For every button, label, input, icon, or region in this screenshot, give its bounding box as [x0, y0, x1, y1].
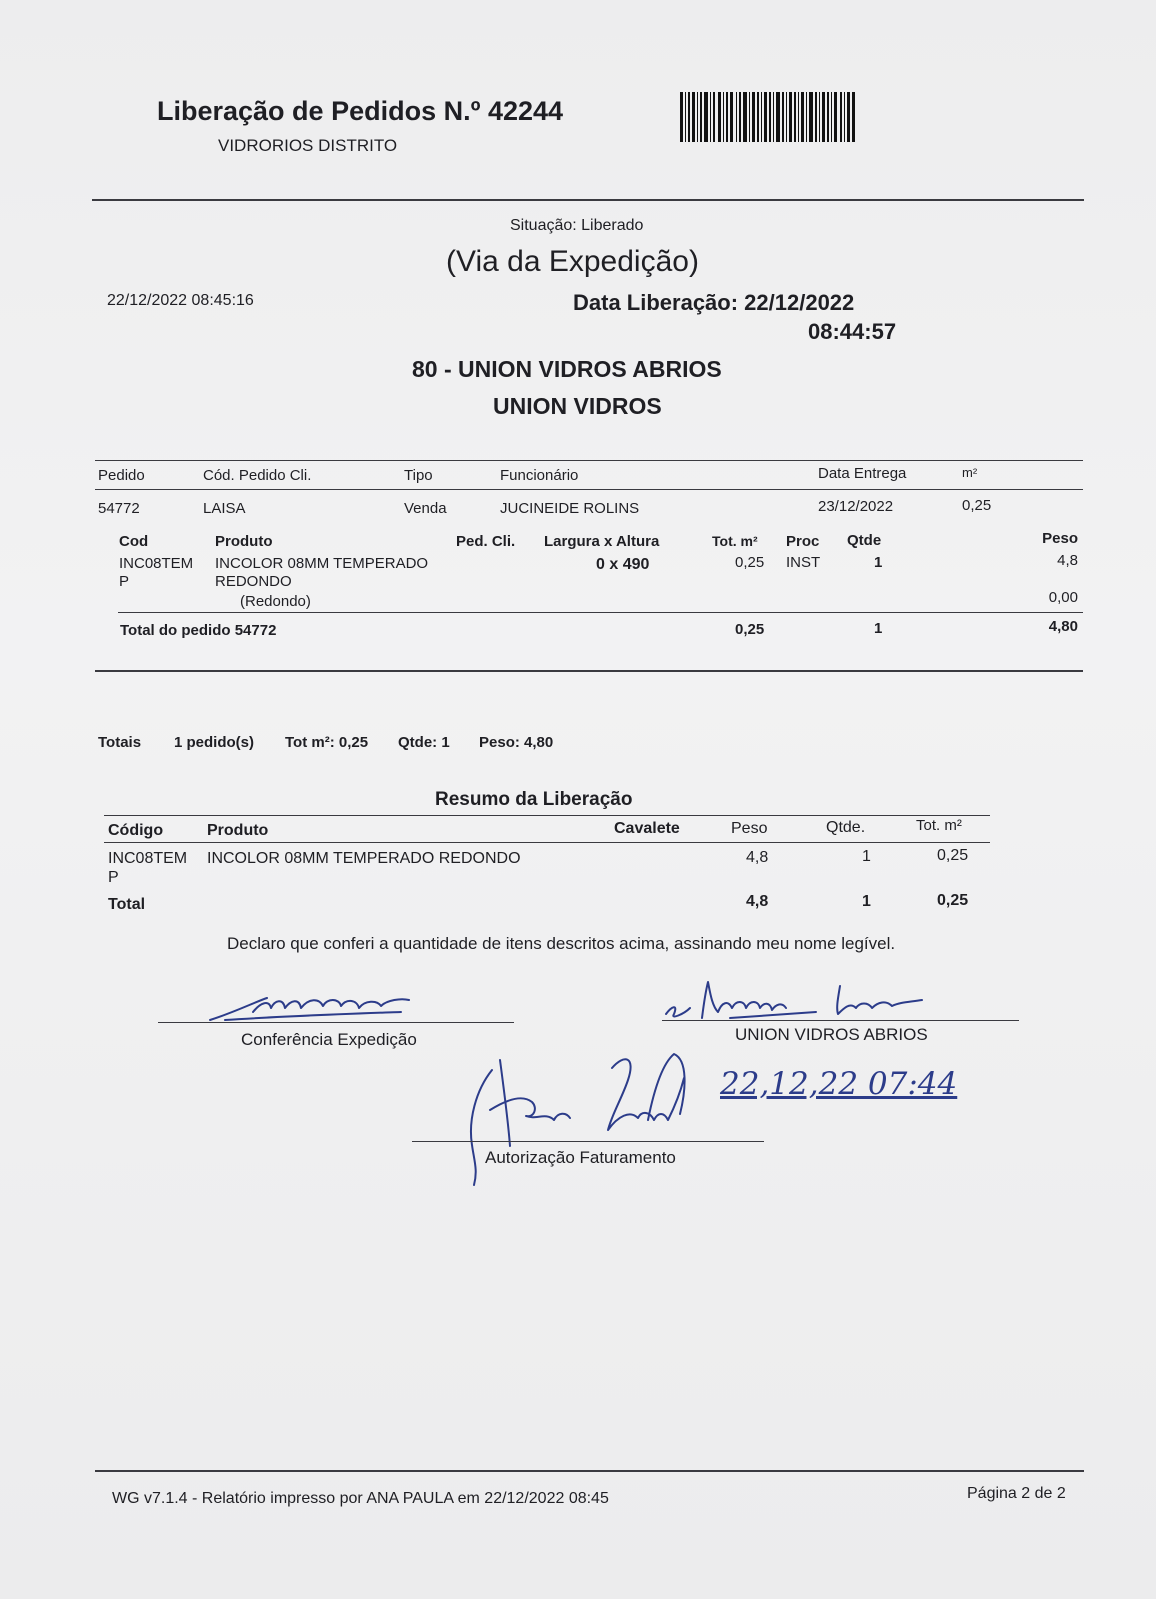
item-header-cod: Cod: [119, 533, 149, 550]
summary-total-peso: 4,8: [746, 893, 769, 910]
item-header-largura-altura: Largura x Altura: [544, 533, 660, 550]
item-cod-continued: P: [119, 573, 130, 590]
summary-header-codigo: Código: [108, 822, 164, 839]
item-header-proc: Proc: [786, 533, 820, 550]
item-header-tot-m2: Tot. m²: [712, 533, 758, 549]
item-produto-note: (Redondo): [240, 593, 311, 610]
col-header-pedido: Pedido: [98, 467, 145, 484]
summary-title: Resumo da Liberação: [435, 789, 633, 810]
cliente-label: UNION VIDROS ABRIOS: [735, 1025, 928, 1044]
order-tipo: Venda: [404, 500, 447, 517]
item-tot-m2: 0,25: [735, 554, 765, 571]
summary-header-cavalete: Cavalete: [614, 820, 680, 837]
col-header-data-entrega: Data Entrega: [818, 465, 907, 482]
page-number: Página 2 de 2: [967, 1485, 1066, 1502]
order-total-peso: 4,80: [1048, 618, 1078, 635]
summary-codigo-continued: P: [108, 869, 119, 886]
signature-line: [412, 1141, 764, 1142]
signature-conferencia: [205, 990, 420, 1026]
summary-produto: INCOLOR 08MM TEMPERADO REDONDO: [207, 850, 521, 867]
item-peso: 4,8: [1057, 552, 1078, 569]
summary-header-produto: Produto: [207, 822, 269, 839]
signature-line: [662, 1020, 1019, 1021]
summary-peso: 4,8: [746, 849, 769, 866]
company-name: VIDRORIOS DISTRITO: [218, 136, 398, 155]
release-date: Data Liberação: 22/12/2022: [573, 290, 855, 315]
divider: [95, 489, 1083, 490]
col-header-tipo: Tipo: [404, 467, 433, 484]
via-title: (Via da Expedição): [446, 245, 699, 278]
divider: [104, 815, 990, 816]
footer-printed-by: WG v7.1.4 - Relatório impresso por ANA PAULA em 22/12/2022 08:45: [112, 1490, 609, 1507]
item-cod: INC08TEM: [119, 555, 194, 572]
item-produto-continued: REDONDO: [215, 573, 292, 590]
item-qtde: 1: [874, 554, 883, 571]
divider: [95, 670, 1083, 672]
client-short-name: UNION VIDROS: [493, 393, 662, 419]
col-header-cod-pedido-cli: Cód. Pedido Cli.: [203, 467, 312, 484]
handwritten-date: 22,12,22 07:44: [720, 1066, 958, 1102]
signature-cliente: [660, 978, 940, 1024]
printed-timestamp: 22/12/2022 08:45:16: [107, 292, 254, 309]
summary-header-qtde: Qtde.: [826, 819, 866, 836]
totals-qtde: Qtde: 1: [398, 734, 450, 751]
conferencia-label: Conferência Expedição: [241, 1030, 417, 1049]
barcode-image: [680, 92, 856, 142]
item-proc: INST: [786, 554, 821, 571]
order-cod-pedido-cli: LAISA: [203, 500, 246, 517]
item-peso-extra: 0,00: [1048, 589, 1078, 606]
totals-peso: Peso: 4,80: [479, 734, 554, 751]
client-name: 80 - UNION VIDROS ABRIOS: [412, 356, 722, 382]
signature-line: [158, 1022, 514, 1023]
order-total-qtde: 1: [874, 620, 883, 637]
document-title: Liberação de Pedidos N.º 42244: [157, 96, 564, 126]
order-funcionario: JUCINEIDE ROLINS: [500, 500, 640, 517]
order-data-entrega: 23/12/2022: [818, 498, 894, 515]
divider: [118, 612, 1083, 613]
order-pedido: 54772: [98, 500, 140, 517]
item-produto: INCOLOR 08MM TEMPERADO: [215, 555, 429, 572]
item-largura-altura: 0 x 490: [596, 556, 650, 573]
divider: [95, 1470, 1084, 1472]
divider: [92, 199, 1084, 201]
autorizacao-label: Autorização Faturamento: [485, 1148, 676, 1167]
summary-header-tot-m2: Tot. m²: [916, 817, 962, 834]
order-m2: 0,25: [962, 497, 992, 514]
item-header-ped-cli: Ped. Cli.: [456, 533, 516, 550]
totals-tot-m2: Tot m²: 0,25: [285, 734, 369, 751]
order-total-label: Total do pedido 54772: [120, 622, 277, 639]
status-text: Situação: Liberado: [510, 217, 644, 234]
col-header-m2: m²: [962, 465, 978, 480]
divider: [104, 842, 990, 843]
release-time: 08:44:57: [808, 319, 897, 344]
totals-label: Totais: [98, 734, 142, 751]
col-header-funcionario: Funcionário: [500, 467, 579, 484]
divider: [95, 460, 1083, 461]
declaration-text: Declaro que conferi a quantidade de itens descritos acima, assinando meu nome legível.: [227, 934, 896, 953]
summary-total-tot-m2: 0,25: [937, 892, 969, 909]
item-header-produto: Produto: [215, 533, 273, 550]
totals-pedidos: 1 pedido(s): [174, 734, 255, 751]
summary-header-peso: Peso: [731, 820, 768, 837]
summary-qtde: 1: [862, 848, 871, 865]
summary-total-qtde: 1: [862, 893, 871, 910]
summary-codigo: INC08TEM: [108, 850, 188, 867]
summary-total-label: Total: [108, 896, 146, 913]
item-header-peso: Peso: [1042, 530, 1078, 547]
summary-tot-m2: 0,25: [937, 847, 969, 864]
order-total-tot-m2: 0,25: [735, 621, 765, 638]
item-header-qtde: Qtde: [847, 532, 882, 549]
